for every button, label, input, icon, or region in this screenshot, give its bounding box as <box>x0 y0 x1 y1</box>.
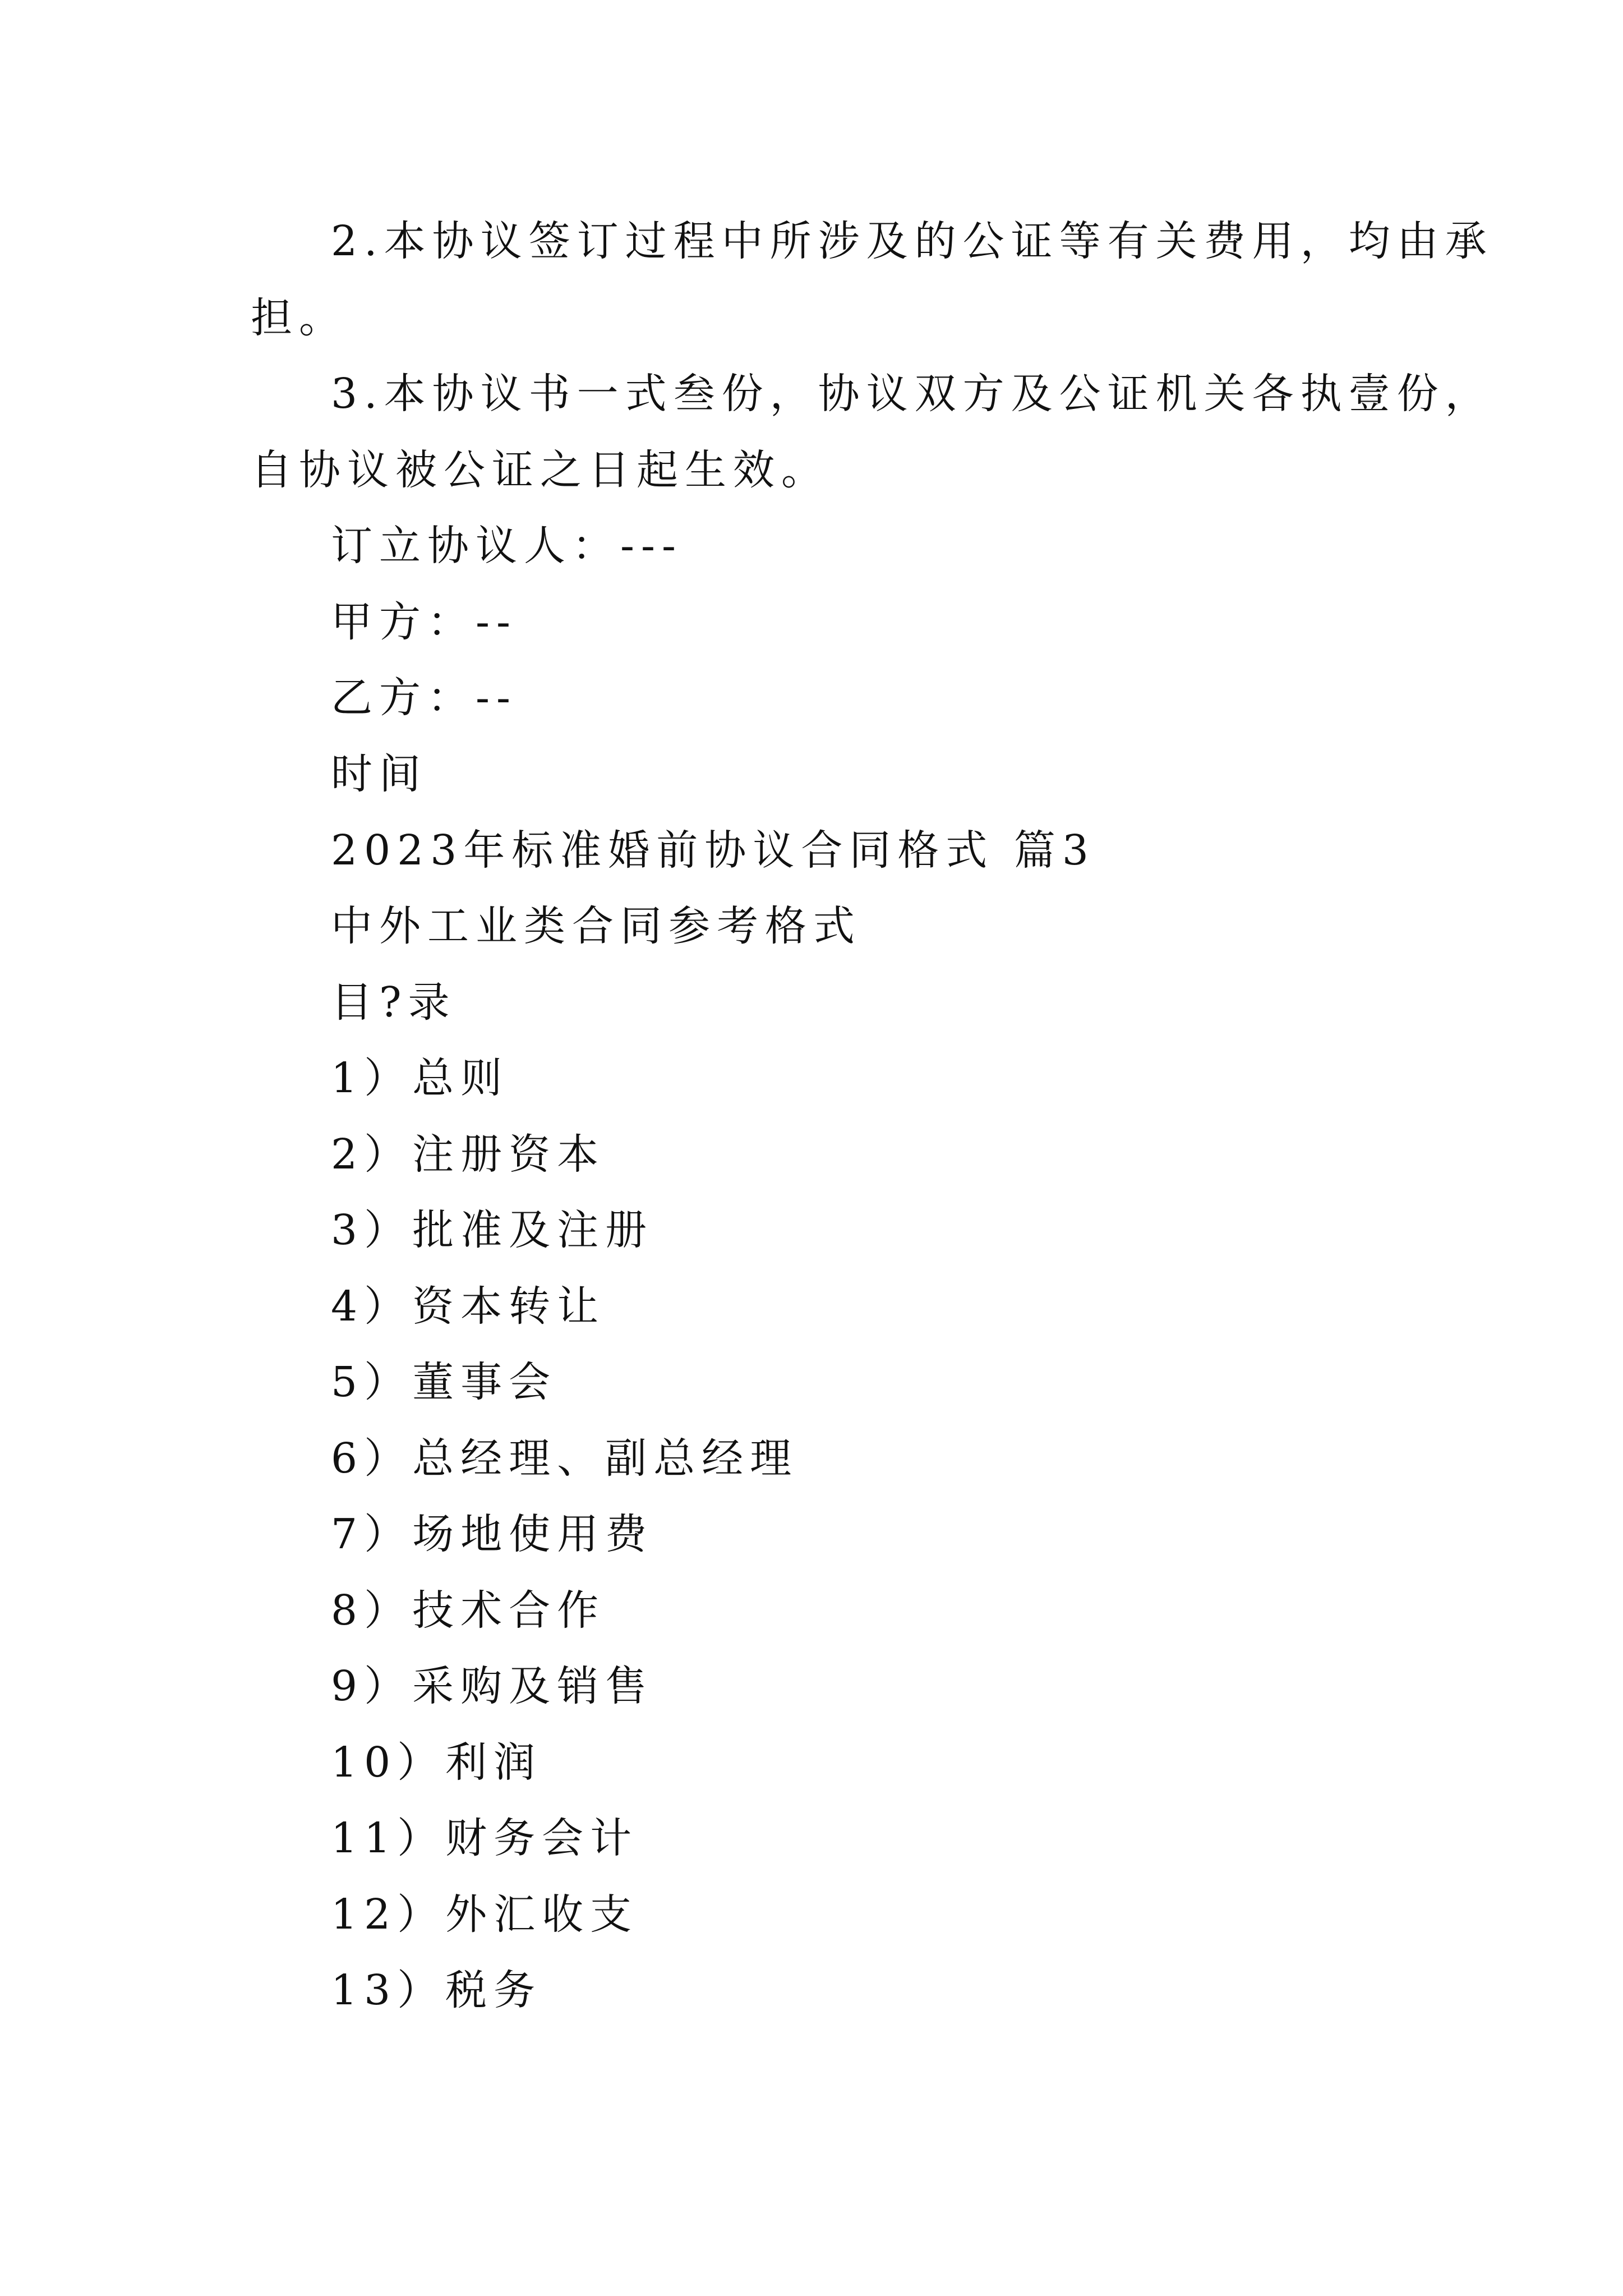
toc-heading: 目?录 <box>331 978 457 1027</box>
signatory-line: 订立协议人：--- <box>331 522 683 570</box>
toc-item: 5）董事会 <box>331 1358 557 1406</box>
toc-item: 3）批准及注册 <box>331 1206 654 1254</box>
toc-item: 7）场地使用费 <box>331 1510 654 1558</box>
paragraph-copies-clause-continued: 自协议被公证之日起生效。 <box>251 446 829 494</box>
toc-item: 10）利润 <box>331 1738 542 1787</box>
toc-item: 9）采购及销售 <box>331 1662 654 1710</box>
paragraph-fees-clause-continued: 担。 <box>251 294 347 342</box>
paragraph-fees-clause: 2.本协议签订过程中所涉及的公证等有关费用，均由承 <box>331 217 1493 265</box>
toc-item: 6）总经理、副总经理 <box>331 1434 799 1483</box>
party-a-line: 甲方：-- <box>331 598 518 646</box>
paragraph-copies-clause: 3.本协议书一式叁份，协议双方及公证机关各执壹份， <box>331 370 1493 418</box>
document-subtitle: 中外工业类合同参考格式 <box>331 902 861 950</box>
toc-item: 11）财务会计 <box>331 1814 639 1862</box>
toc-item: 2）注册资本 <box>331 1130 606 1179</box>
date-line: 时间 <box>331 750 427 798</box>
toc-item: 4）资本转让 <box>331 1282 606 1331</box>
toc-item: 13）税务 <box>331 1966 542 2014</box>
toc-item: 8）技术合作 <box>331 1586 606 1635</box>
toc-item: 1）总则 <box>331 1054 509 1102</box>
section-heading: 2023年标准婚前协议合同格式 篇3 <box>331 826 1095 875</box>
toc-item: 12）外汇收支 <box>331 1890 639 1939</box>
party-b-line: 乙方：-- <box>331 674 518 722</box>
